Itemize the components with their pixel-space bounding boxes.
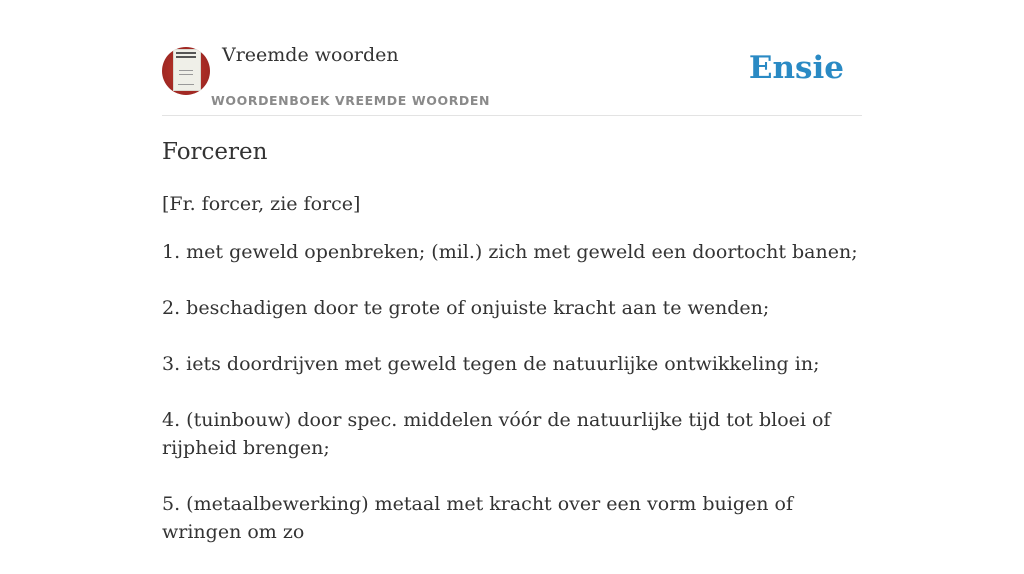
site-subtitle: WOORDENBOEK VREEMDE WOORDEN — [211, 93, 491, 108]
header — [162, 0, 862, 116]
page — [162, 0, 862, 543]
definition-item: 4. (tuinbouw) door spec. middelen vóór de natuurlijke tijd tot bloei of rijpheid brengen; — [162, 409, 831, 459]
definition-item: 2. beschadigen door te grote of onjuiste kracht aan te wenden; — [162, 297, 770, 319]
avatar[interactable] — [162, 47, 210, 95]
ensie-logo[interactable]: Ensie — [748, 50, 844, 86]
book-cover-icon — [173, 49, 201, 91]
definition-item: 3. iets doordrijven met geweld tegen de natuurlijke ontwikkeling in; — [162, 353, 820, 375]
entry-title: Forceren — [162, 139, 268, 165]
etymology: [Fr. forcer, zie force] — [162, 193, 361, 215]
definition-list — [162, 238, 862, 574]
definition-item: 1. met geweld openbreken; (mil.) zich met geweld een doortocht banen; — [162, 241, 858, 263]
site-title[interactable]: Vreemde woorden — [222, 44, 399, 66]
definition-item: 5. (metaalbewerking) metaal met kracht over een vorm buigen of wringen om zo — [162, 493, 793, 543]
